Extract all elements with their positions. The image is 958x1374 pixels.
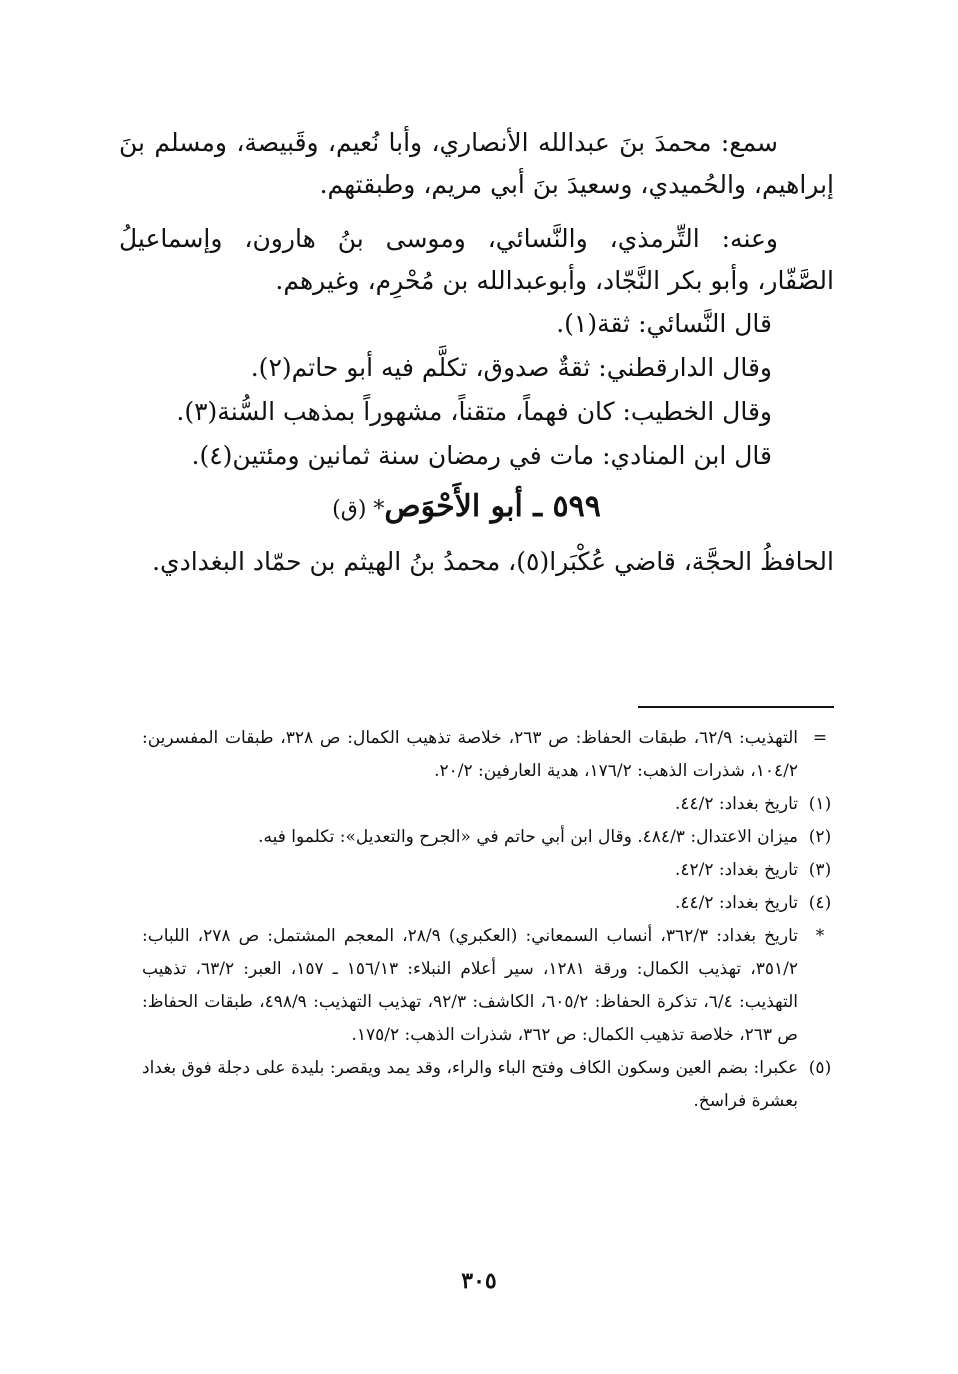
quote-ibn-munadi: قال ابن المنادي: مات في رمضان سنة ثمانين ومئتين(٤). <box>191 441 772 470</box>
footnote-divider <box>638 706 834 708</box>
quote-nasai: قال النَّسائي: ثقة(١). <box>556 309 772 338</box>
footnote-text: ميزان الاعتدال: ٤٨٤/٣. وقال ابن أبي حاتم في «الجرح والتعديل»: تكلموا فيه. <box>258 827 798 847</box>
footnote-text: تاريخ بغداد: ٤٤/٢. <box>674 893 798 913</box>
footnote-mark: (١) <box>808 794 832 814</box>
quote-khatib: وقال الخطيب: كان فهماً، متقناً، مشهوراً بمذهب السُّنة(٣). <box>176 397 772 426</box>
footnote-mark: = <box>812 728 828 748</box>
main-text <box>119 122 834 583</box>
footnote-3 <box>142 854 842 887</box>
entry-name: أبو الأَحْوَص <box>384 489 523 524</box>
entry-heading <box>119 482 834 535</box>
footnote-mark: (٢) <box>808 827 832 847</box>
page-number: ٣٠٥ <box>461 1268 497 1294</box>
footnote-text: تاريخ بغداد: ٤٢/٢. <box>674 860 798 880</box>
footnote-mark: (٣) <box>808 860 832 880</box>
footnote-4 <box>142 887 842 920</box>
footnote-mark: (٥) <box>808 1058 832 1078</box>
footnotes <box>142 722 842 1118</box>
footnote-2 <box>142 821 842 854</box>
footnote-text: التهذيب: ٦٢/٩، طبقات الحفاظ: ص ٢٦٣، خلاصة تذهيب الكمال: ص ٣٢٨، طبقات المفسرين: ١٠٤/٢، شذرات الذهب: ١٧٦/٢، هدية العارفين: ٢٠/٢. <box>142 728 798 781</box>
paragraph-narrated-by: وعنه: التِّرمذي، والنَّسائي، وموسى بنُ هارون، وإسماعيلُ الصَّفّار، وأبو بكر النَّجّاد، وأبوعبدالله بن مُحْرِم، وغيرهم. <box>119 224 834 295</box>
footnote-star <box>142 920 842 1052</box>
footnote-text: عكبرا: بضم العين وسكون الكاف وفتح الباء والراء، وقد يمد ويقصر: بليدة على دجلة فوق بغداد بعشرة فراسخ. <box>142 1058 798 1111</box>
footnote-text: تاريخ بغداد: ٤٤/٢. <box>674 794 798 814</box>
paragraph-gap <box>119 206 834 218</box>
footnote-text: تاريخ بغداد: ٣٦٢/٣، أنساب السمعاني: (العكبري) ٢٨/٩، المعجم المشتمل: ص ٢٧٨، اللباب: ٣٥١/٢، تهذيب الكمال: ورقة ١٢٨١، سير أعلام النبلاء: ١٥٦/١٣ ـ ١٥٧، العبر: ٦٣/٢، تذهيب التهذيب: ٦/٤، تذكرة الحفاظ: ٦٠٥/٢، الكاشف: ٩٢/٣، تهذيب التهذيب: ٤٩٨/٩، طبقات الحفاظ: ص ٢٦٣، خلاصة تذهيب الكمال: ص ٣٦٢، شذرات الذهب: ١٧٥/٢. <box>142 926 799 1045</box>
footnote-1 <box>142 788 842 821</box>
entry-symbol: * (ق) <box>332 497 385 522</box>
quote-daraqutni: وقال الدارقطني: ثقةٌ صدوق، تكلَّم فيه أبو حاتم(٢). <box>250 353 772 382</box>
paragraph-biography: الحافظُ الحجَّة، قاضي عُكْبَرا(٥)، محمدُ بنُ الهيثم بن حمّاد البغدادي. <box>152 547 834 576</box>
entry-number: ٥٩٩ ـ <box>533 489 601 524</box>
footnote-mark: (٤) <box>808 893 832 913</box>
paragraph-heard-from: سمع: محمدَ بنَ عبدالله الأنصاري، وأبا نُعيم، وقَبيصة، ومسلم بنَ إبراهيم، والحُميدي، وسعيدَ بنَ أبي مريم، وطبقتهم. <box>119 128 834 199</box>
footnote-continuation <box>142 722 842 788</box>
footnote-mark: * <box>815 926 825 946</box>
footnote-5 <box>142 1052 842 1118</box>
